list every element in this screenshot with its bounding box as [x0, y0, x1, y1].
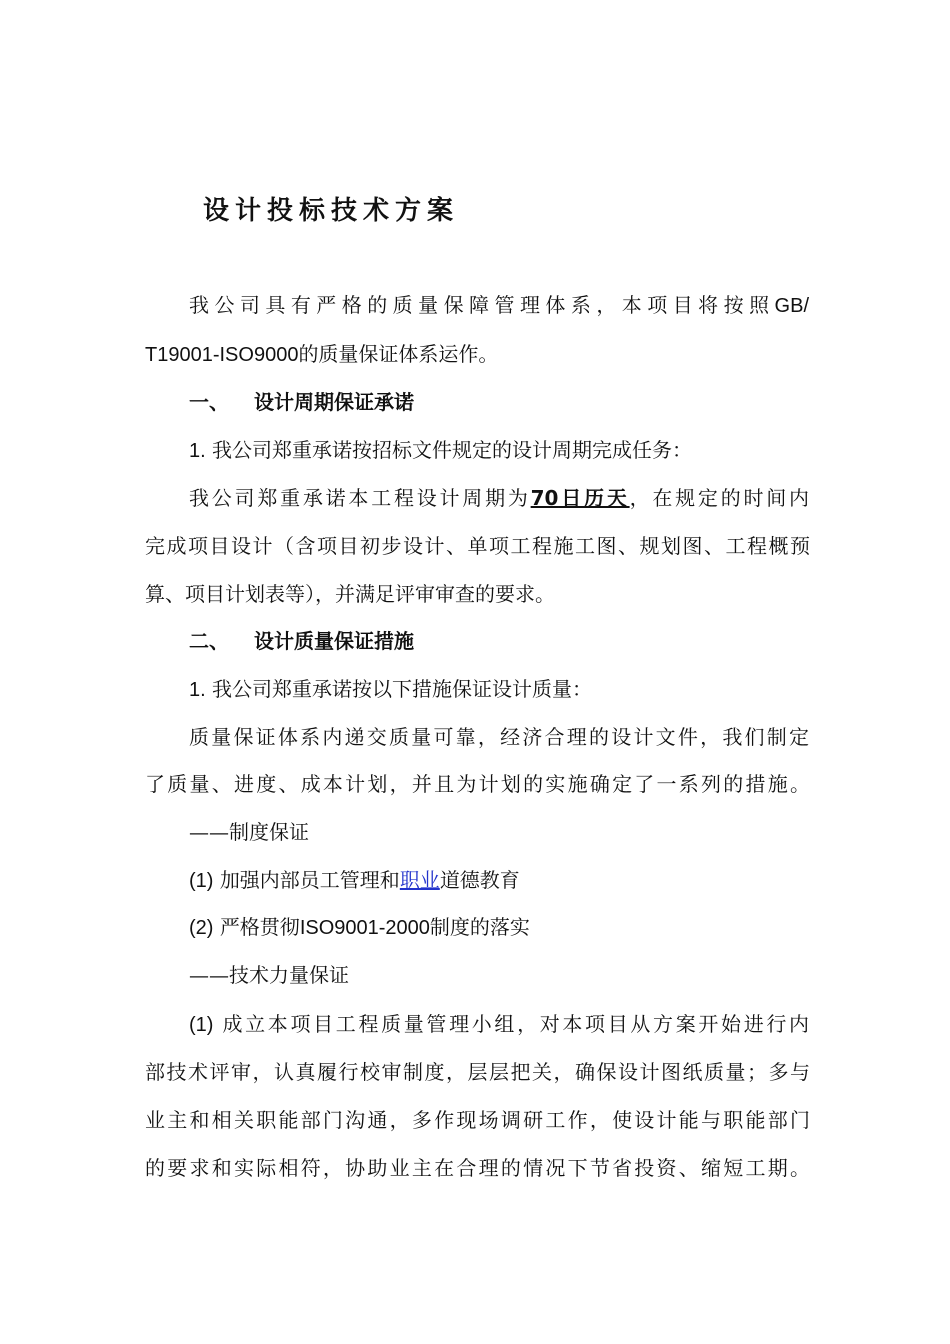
- technical-item-1-line-2: 部技术评审，认真履行校审制度，层层把关，确保设计图纸质量；多与: [145, 1060, 810, 1084]
- section1-para-line-3: 算、项目计划表等），并满足评审审查的要求。: [145, 582, 555, 606]
- technical-item-1-num: (1): [189, 1014, 214, 1036]
- subsection-technical-guarantee: ——技术力量保证: [189, 963, 349, 987]
- standard-code-part1: GB/: [774, 295, 809, 317]
- section1-heading-num: 一、: [189, 390, 229, 414]
- technical-item-1-line-3: 业主和相关职能部门沟通，多作现场调研工作，使设计能与职能部门: [145, 1108, 810, 1132]
- section1-heading: [189, 388, 809, 416]
- section2-heading: [189, 627, 809, 655]
- system-item-1-pre: 加强内部员工管理和: [219, 868, 400, 892]
- system-item-1-post: 道德教育: [439, 868, 520, 892]
- section2-item1-num: 1.: [189, 679, 206, 701]
- technical-item-1-line-1: [189, 1010, 809, 1039]
- intro-line-1: [189, 291, 809, 320]
- section1-item1-text: 我公司郑重承诺按招标文件规定的设计周期完成任务：: [212, 438, 693, 462]
- system-item-1-num: (1): [189, 870, 214, 892]
- section2-item1-text: 我公司郑重承诺按以下措施保证设计质量：: [212, 677, 593, 701]
- section1-item1-num: 1.: [189, 440, 206, 462]
- technical-item-1-text: 成立本项目工程质量管理小组，对本项目从方案开始进行内: [222, 1012, 810, 1036]
- section1-para-prefix: 我公司郑重承诺本工程设计周期为: [189, 486, 531, 510]
- design-period-number: 70: [530, 486, 559, 510]
- section1-para-line-2: 完成项目设计（含项目初步设计、单项工程施工图、规划图、工程概预: [145, 534, 810, 558]
- system-item-2-post: 制度的落实: [429, 915, 530, 939]
- section2-heading-num: 二、: [189, 629, 229, 653]
- intro-text-end: 的质量保证体系运作。: [298, 342, 499, 366]
- system-item-2-code: ISO9001-2000: [299, 917, 430, 939]
- document-title: 设计投标技术方案: [203, 196, 460, 226]
- section1-item1: [189, 436, 809, 465]
- intro-line-2: [145, 340, 810, 369]
- profession-link[interactable]: 职业: [399, 868, 440, 892]
- system-item-2: [189, 913, 809, 942]
- section2-item1: [189, 675, 809, 704]
- system-item-2-num: (2): [189, 917, 214, 939]
- standard-code-part2: T19001-ISO9000: [145, 344, 299, 366]
- section2-para-line-1: 质量保证体系内递交质量可靠，经济合理的设计文件，我们制定: [189, 725, 809, 749]
- system-item-1: [189, 866, 809, 895]
- subsection-system-guarantee: ——制度保证: [189, 820, 309, 844]
- section2-heading-text: 设计质量保证措施: [253, 629, 414, 653]
- design-period-unit: 日历天: [558, 486, 630, 510]
- intro-text: 我公司具有严格的质量保障管理体系，本项目将按照: [189, 293, 775, 317]
- section1-heading-text: 设计周期保证承诺: [253, 390, 414, 414]
- section2-para-line-2: 了质量、进度、成本计划，并且为计划的实施确定了一系列的措施。: [145, 772, 810, 796]
- system-item-2-pre: 严格贯彻: [219, 915, 300, 939]
- section1-para-line-1: [189, 484, 809, 512]
- technical-item-1-line-4: 的要求和实际相符，协助业主在合理的情况下节省投资、缩短工期。: [145, 1156, 810, 1180]
- section1-para-suffix: ，在规定的时间内: [629, 486, 810, 510]
